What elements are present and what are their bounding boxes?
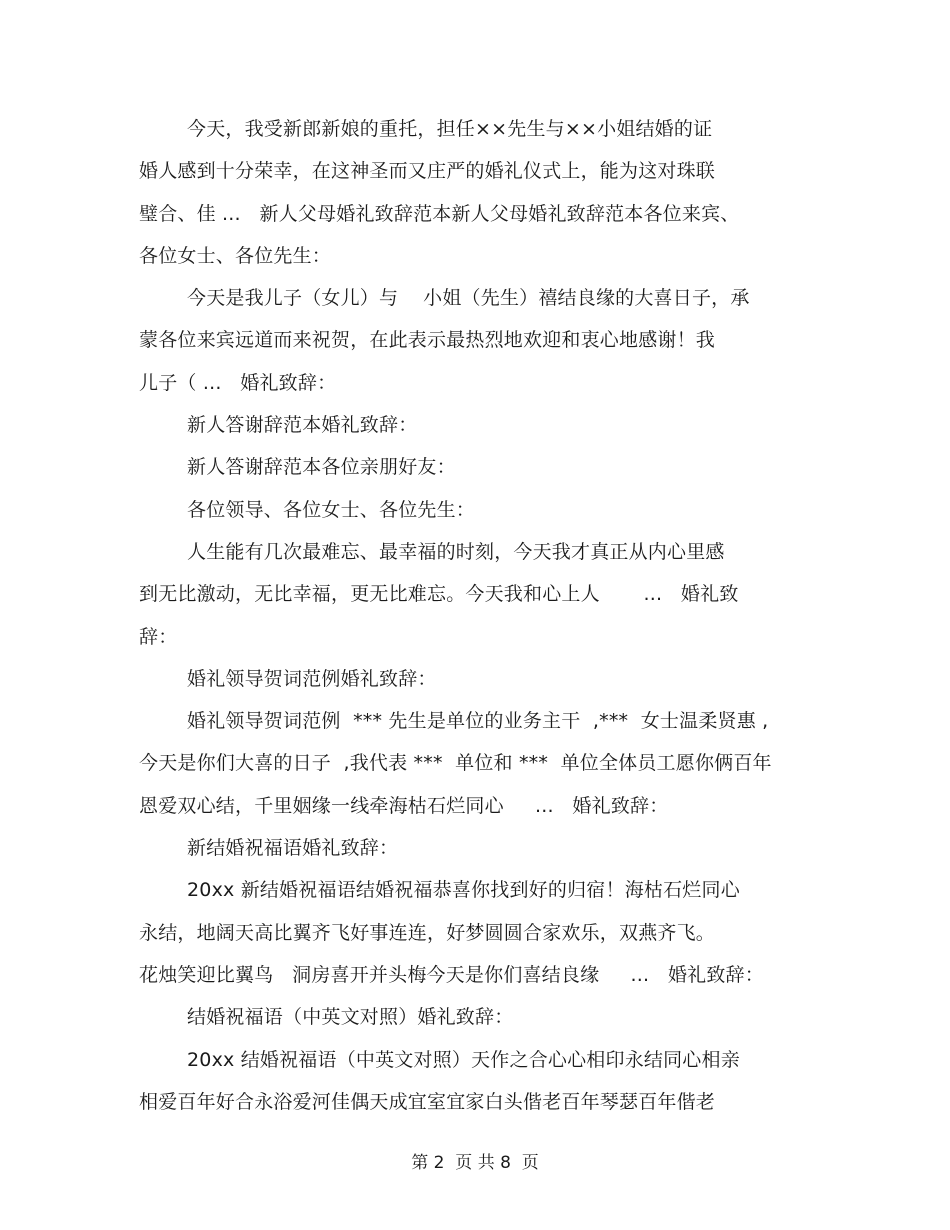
text-line: 蒙各位来宾远道而来祝贺，在此表示最热烈地欢迎和衷心地感谢！我 <box>139 329 716 352</box>
text-line: 璧合、佳 ... 新人父母婚礼致辞范本新人父母婚礼致辞范本各位来宾、 <box>139 202 740 225</box>
text-line: 新人答谢辞范本婚礼致辞： <box>187 414 418 437</box>
page-footer: 第 2 页 共 8 页 <box>411 1153 539 1173</box>
text-line: 人生能有几次最难忘、最幸福的时刻，今天我才真正从内心里感 <box>187 540 725 563</box>
text-line: 到无比激动，无比幸福，更无比难忘。今天我和心上人 ... 婚礼致 <box>139 583 739 606</box>
text-line: 恩爱双心结，千里姻缘一线牵海枯石烂同心 ... 婚礼致辞： <box>139 794 669 817</box>
text-line: 20xx 结婚祝福语（中英文对照）天作之合心心相印永结同心相亲 <box>187 1048 740 1071</box>
text-line: 永结，地阔天高比翼齐飞好事连连，好梦圆圆合家欢乐，双燕齐飞。 <box>139 921 716 944</box>
text-line: 今天，我受新郎新娘的重托，担任××先生与××小姐结婚的证 <box>187 118 713 140</box>
text-line: 新人答谢辞范本各位亲朋好友： <box>187 456 456 479</box>
text-line: 20xx 新结婚祝福语结婚祝福恭喜你找到好的归宿！海枯石烂同心 <box>187 879 740 902</box>
text-line: 各位领导、各位女士、各位先生： <box>187 498 476 521</box>
text-line: 花烛笑迎比翼鸟 洞房喜开并头梅今天是你们喜结良缘 ... 婚礼致辞： <box>139 963 764 986</box>
text-line: 今天是我儿子（女儿）与 小姐（先生）禧结良缘的大喜日子，承 <box>187 287 750 310</box>
text-line: 婚礼领导贺词范例 *** 先生是单位的业务主干 ,*** 女士温柔贤惠 , <box>187 710 769 733</box>
text-line: 各位女士、各位先生： <box>139 244 332 267</box>
document-body <box>139 108 799 1123</box>
text-line: 新结婚祝福语婚礼致辞： <box>187 837 399 860</box>
text-line: 儿子（ ... 婚礼致辞： <box>139 371 337 394</box>
text-line: 今天是你们大喜的日子 ,我代表 *** 单位和 *** 单位全体员工愿你俩百年 <box>139 752 772 775</box>
text-line: 相爱百年好合永浴爱河佳偶天成宜室宜家白头偕老百年琴瑟百年偕老 <box>139 1090 716 1113</box>
text-line: 辞： <box>139 625 178 648</box>
text-line: 婚人感到十分荣幸，在这神圣而又庄严的婚礼仪式上，能为这对珠联 <box>139 160 716 183</box>
text-line: 结婚祝福语（中英文对照）婚礼致辞： <box>187 1006 514 1029</box>
text-line: 婚礼领导贺词范例婚礼致辞： <box>187 667 437 690</box>
